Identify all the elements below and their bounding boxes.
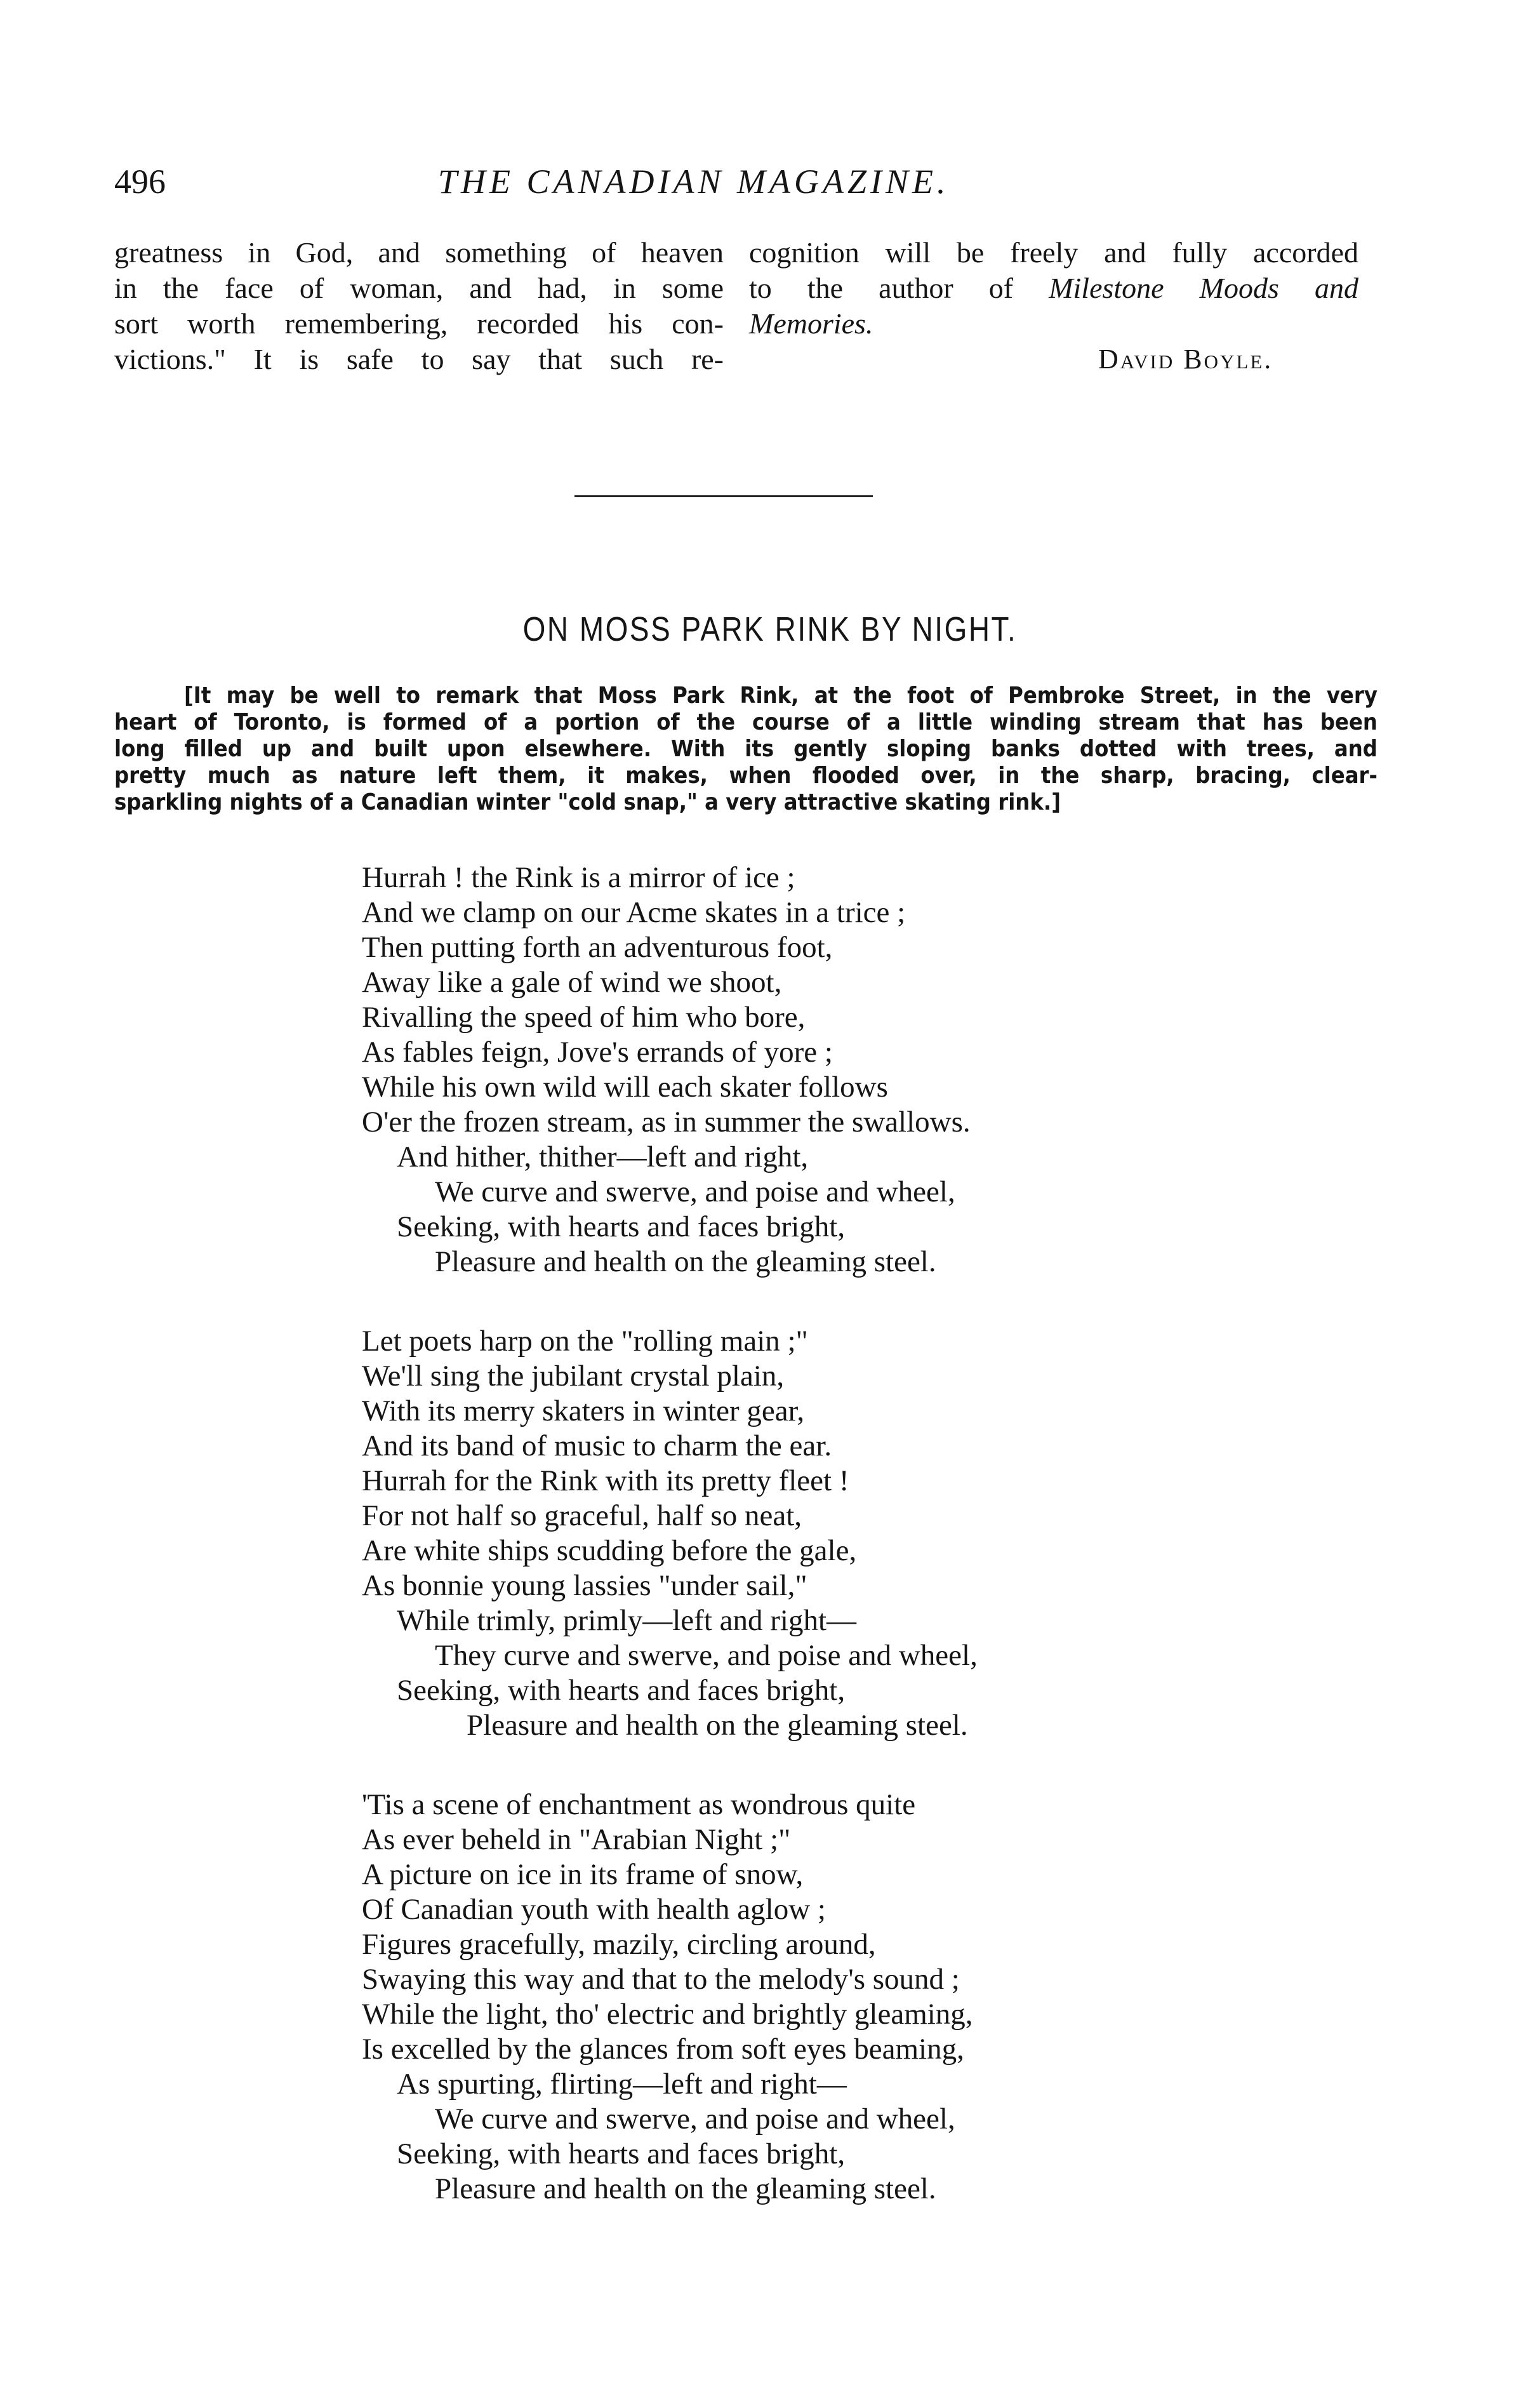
note-line: sparkling nights of a Canadian winter "cold snap," a very attractive skating rink.]: [114, 789, 1061, 815]
verse-line: They curve and swerve, and poise and wheel,: [435, 1639, 978, 1672]
verse-line: Then putting forth an adventurous foot,: [362, 931, 833, 964]
verse-line: Seeking, with hearts and faces bright,: [397, 2137, 846, 2170]
verse-line: And we clamp on our Acme skates in a trice ;: [362, 896, 906, 929]
section-divider: [574, 495, 873, 497]
verse-line: As bonnie young lassies "under sail,": [362, 1569, 807, 1602]
verse-line: Let poets harp on the "rolling main ;": [362, 1325, 808, 1358]
verse-line: Seeking, with hearts and faces bright,: [397, 1210, 846, 1243]
stanza-3: [362, 1788, 978, 2207]
note-line: [It may be well to remark that Moss Park Rink, at the foot of Pembroke Street, in the very: [184, 683, 1377, 709]
verse-line: As ever beheld in "Arabian Night ;": [362, 1823, 791, 1856]
text-line: cognition will be freely and fully accorded: [749, 236, 1358, 269]
verse-line: A picture on ice in its frame of snow,: [362, 1858, 804, 1891]
page-number: 496: [114, 163, 166, 201]
verse-line: Pleasure and health on the gleaming steel.: [435, 2172, 936, 2205]
verse-line: As fables feign, Jove's errands of yore ;: [362, 1036, 833, 1069]
verse-line: Figures gracefully, mazily, circling around,: [362, 1928, 876, 1961]
text-fragment: to the author of: [749, 272, 1049, 304]
text-line: sort worth remembering, recorded his con-: [114, 307, 724, 340]
book-title-fragment: Memories.: [749, 307, 873, 340]
verse-line: We'll sing the jubilant crystal plain,: [362, 1360, 785, 1393]
stanza-2: [362, 1324, 978, 1743]
previous-article-left-column: [114, 235, 724, 377]
text-line: [749, 271, 1358, 306]
verse-line: While his own wild will each skater follows: [362, 1071, 888, 1104]
text-line: [749, 306, 1358, 342]
verse-line: We curve and swerve, and poise and wheel,: [435, 1175, 955, 1208]
verse-line: And hither, thither—left and right,: [397, 1140, 809, 1173]
poem: [362, 860, 978, 2251]
previous-article-right-column: [749, 235, 1358, 342]
magazine-title: THE CANADIAN MAGAZINE.: [438, 163, 950, 201]
note-line: heart of Toronto, is formed of a portion of the course of a little winding stream that has been: [114, 709, 1377, 735]
verse-line: And its band of music to charm the ear.: [362, 1429, 832, 1462]
text-line: in the face of woman, and had, in some: [114, 272, 724, 304]
verse-line: Is excelled by the glances from soft eyes beaming,: [362, 2033, 964, 2066]
stanza-1: [362, 860, 978, 1280]
text-line: victions." It is safe to say that such re-: [114, 343, 724, 375]
text-line: greatness in God, and something of heaven: [114, 236, 724, 269]
verse-line: Hurrah for the Rink with its pretty fleet !: [362, 1464, 849, 1497]
verse-line: O'er the frozen stream, as in summer the swallows.: [362, 1106, 971, 1139]
article-title: ON MOSS PARK RINK BY NIGHT.: [522, 610, 1018, 648]
verse-line: We curve and swerve, and poise and wheel,: [435, 2102, 955, 2135]
verse-line: Away like a gale of wind we shoot,: [362, 966, 782, 999]
verse-line: While the light, tho' electric and brightly gleaming,: [362, 1998, 973, 2031]
verse-line: With its merry skaters in winter gear,: [362, 1394, 805, 1427]
verse-line: Swaying this way and that to the melody's sound ;: [362, 1963, 960, 1996]
note-line: pretty much as nature left them, it makes, when flooded over, in the sharp, bracing, clear-: [114, 763, 1377, 789]
verse-line: Hurrah ! the Rink is a mirror of ice ;: [362, 861, 795, 894]
verse-line: Pleasure and health on the gleaming steel.: [435, 1245, 936, 1278]
verse-line: Are white ships scudding before the gale,: [362, 1534, 857, 1567]
note-line: long filled up and built upon elsewhere. With its gently sloping banks dotted with trees, and: [114, 736, 1377, 762]
verse-line: Of Canadian youth with health aglow ;: [362, 1893, 826, 1926]
verse-line: For not half so graceful, half so neat,: [362, 1499, 802, 1532]
running-head: [114, 162, 1384, 206]
author-signature: David Boyle.: [1098, 344, 1273, 375]
verse-line: Seeking, with hearts and faces bright,: [397, 1674, 846, 1707]
verse-line: 'Tis a scene of enchantment as wondrous quite: [362, 1788, 916, 1821]
book-title-fragment: Milestone Moods and: [1049, 272, 1358, 304]
verse-line: Rivalling the speed of him who bore,: [362, 1001, 806, 1034]
editor-note: [114, 683, 1377, 816]
verse-line: While trimly, primly—left and right—: [397, 1604, 857, 1637]
verse-line: As spurting, flirting—left and right—: [397, 2068, 847, 2101]
verse-line: Pleasure and health on the gleaming steel.: [467, 1709, 968, 1742]
